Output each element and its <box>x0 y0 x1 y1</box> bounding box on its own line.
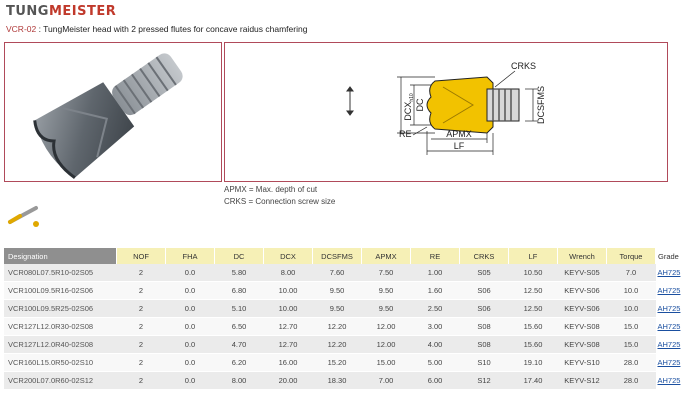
product-code: VCR-02 <box>6 24 37 34</box>
table-row: VCR127L12.0R40-02S08 2 0.0 4.70 12.70 12.20 12.00 4.00 S08 15.60 KEYV-S08 15.0 AH725 <box>4 336 686 354</box>
col-torque: Torque <box>607 248 656 264</box>
tool-head-image <box>5 43 221 181</box>
note-crks: CRKS = Connection screw size <box>224 197 336 206</box>
product-image-panel <box>4 42 222 182</box>
grade-link[interactable]: AH725 <box>657 376 681 385</box>
product-subtitle <box>6 24 307 34</box>
product-description: : TungMeister head with 2 pressed flutes for concave raidus chamfering <box>36 24 308 34</box>
col-fha: FHA <box>166 248 215 264</box>
table-row: VCR100L09.5R16-02S06 2 0.0 6.80 10.00 9.50 9.50 1.60 S06 12.50 KEYV-S06 10.0 AH725 <box>4 282 686 300</box>
col-lf: LF <box>509 248 558 264</box>
note-apmx: APMX = Max. depth of cut <box>224 185 318 194</box>
scroll-arrow-icon <box>347 87 353 115</box>
diagram-notes <box>224 184 335 208</box>
table-row: VCR100L09.5R25-02S06 2 0.0 5.10 10.00 9.50 9.50 2.50 S06 12.50 KEYV-S06 10.0 AH725 <box>4 300 686 318</box>
col-crks: CRKS <box>460 248 509 264</box>
svg-text:DCSFMS: DCSFMS <box>536 86 546 124</box>
svg-text:DC: DC <box>415 98 425 112</box>
col-dcsfms: DCSFMS <box>313 248 362 264</box>
table-row: VCR127L12.0R30-02S08 2 0.0 6.50 12.70 12.20 12.00 3.00 S08 15.60 KEYV-S08 15.0 AH725 <box>4 318 686 336</box>
svg-text:APMX: APMX <box>446 129 472 139</box>
svg-text:LF: LF <box>453 141 465 151</box>
col-nof: NOF <box>117 248 166 264</box>
grade-link[interactable]: AH725 <box>657 304 681 313</box>
specification-table <box>4 248 686 390</box>
col-grade: Grade <box>656 248 686 264</box>
grade-link[interactable]: AH725 <box>657 358 681 367</box>
svg-text:RE: RE <box>399 129 412 139</box>
col-dc: DC <box>215 248 264 264</box>
tool-thumbnail <box>6 200 44 230</box>
table-header-row <box>4 248 686 264</box>
col-apmx: APMX <box>362 248 411 264</box>
grade-link[interactable]: AH725 <box>657 322 681 331</box>
col-designation: Designation <box>4 248 117 264</box>
grade-link[interactable]: AH725 <box>657 286 681 295</box>
table-row: VCR160L15.0R50-02S10 2 0.0 6.20 16.00 15.20 15.00 5.00 S10 19.10 KEYV-S10 28.0 AH725 <box>4 354 686 372</box>
table-row: VCR080L07.5R10-02S05 2 0.0 5.80 8.00 7.60 7.50 1.00 S05 10.50 KEYV-S05 7.0 AH725 <box>4 264 686 282</box>
insert-head <box>427 77 493 133</box>
dimension-diagram <box>225 43 667 181</box>
table-body <box>4 264 686 390</box>
shank <box>487 89 519 121</box>
svg-text:CRKS: CRKS <box>511 61 537 71</box>
grade-link[interactable]: AH725 <box>657 268 681 277</box>
svg-text:DCXh10: $DCX_{h10}$ <box>403 93 415 121</box>
dimension-diagram-panel <box>224 42 668 182</box>
brand-logo: TUNGMEISTER <box>6 4 117 19</box>
table-row: VCR200L07.0R60-02S12 2 0.0 8.00 20.00 18.30 7.00 6.00 S12 17.40 KEYV-S12 28.0 AH725 <box>4 372 686 390</box>
col-dcx: DCX <box>264 248 313 264</box>
col-re: RE <box>411 248 460 264</box>
grade-link[interactable]: AH725 <box>657 340 681 349</box>
col-wrench: Wrench <box>558 248 607 264</box>
